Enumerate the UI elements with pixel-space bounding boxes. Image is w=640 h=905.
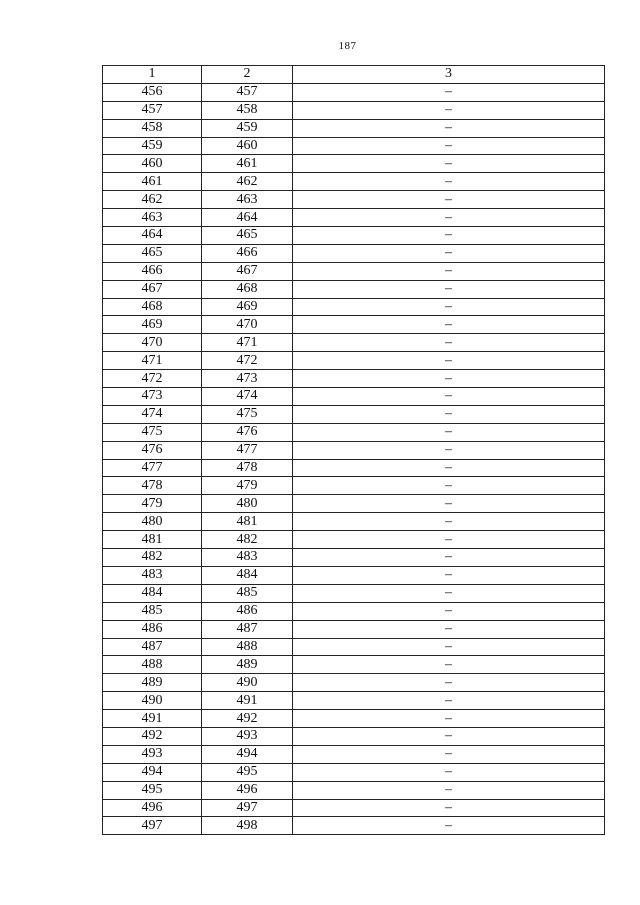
table-cell-col-3: – <box>293 638 605 656</box>
table-cell-col-2: 475 <box>202 405 293 423</box>
table-cell-col-3: – <box>293 262 605 280</box>
table-row <box>103 227 605 245</box>
table-cell-col-2: 483 <box>202 549 293 567</box>
table-cell-col-3: – <box>293 745 605 763</box>
table-body <box>103 83 605 834</box>
table-row <box>103 119 605 137</box>
table-cell-col-2: 470 <box>202 316 293 334</box>
table-cell-col-3: – <box>293 137 605 155</box>
table-cell-col-1: 457 <box>103 101 202 119</box>
table-row <box>103 513 605 531</box>
table-row <box>103 137 605 155</box>
table-cell-col-3: – <box>293 781 605 799</box>
table-cell-col-3: – <box>293 513 605 531</box>
table-row <box>103 244 605 262</box>
table-cell-col-2: 476 <box>202 423 293 441</box>
table-cell-col-2: 465 <box>202 227 293 245</box>
table-cell-col-3: – <box>293 423 605 441</box>
table-cell-col-3: – <box>293 441 605 459</box>
table-cell-col-2: 474 <box>202 388 293 406</box>
table-cell-col-3: – <box>293 459 605 477</box>
table-row <box>103 602 605 620</box>
table-cell-col-1: 482 <box>103 549 202 567</box>
table-cell-col-3: – <box>293 656 605 674</box>
table-header-row <box>103 66 605 84</box>
table-row <box>103 262 605 280</box>
table-cell-col-3: – <box>293 209 605 227</box>
table-cell-col-2: 491 <box>202 692 293 710</box>
table-row <box>103 477 605 495</box>
table-cell-col-1: 478 <box>103 477 202 495</box>
table-cell-col-3: – <box>293 280 605 298</box>
table-cell-col-3: – <box>293 674 605 692</box>
table-row <box>103 763 605 781</box>
table-cell-col-1: 471 <box>103 352 202 370</box>
table-cell-col-1: 485 <box>103 602 202 620</box>
table-row <box>103 334 605 352</box>
table-cell-col-2: 496 <box>202 781 293 799</box>
column-header-3: 3 <box>293 66 605 84</box>
table-cell-col-1: 460 <box>103 155 202 173</box>
table-cell-col-2: 457 <box>202 83 293 101</box>
table-row <box>103 280 605 298</box>
table-cell-col-2: 490 <box>202 674 293 692</box>
table-row <box>103 155 605 173</box>
table-cell-col-3: – <box>293 334 605 352</box>
table-cell-col-1: 484 <box>103 584 202 602</box>
table-cell-col-2: 462 <box>202 173 293 191</box>
table-row <box>103 710 605 728</box>
table-row <box>103 441 605 459</box>
table-cell-col-1: 467 <box>103 280 202 298</box>
table-cell-col-2: 481 <box>202 513 293 531</box>
table-cell-col-1: 476 <box>103 441 202 459</box>
table-cell-col-1: 456 <box>103 83 202 101</box>
table-cell-col-2: 479 <box>202 477 293 495</box>
table-cell-col-1: 483 <box>103 566 202 584</box>
table-cell-col-3: – <box>293 83 605 101</box>
table-cell-col-1: 464 <box>103 227 202 245</box>
table-cell-col-3: – <box>293 352 605 370</box>
table-cell-col-1: 470 <box>103 334 202 352</box>
table-row <box>103 692 605 710</box>
table-cell-col-1: 473 <box>103 388 202 406</box>
table-cell-col-2: 485 <box>202 584 293 602</box>
table-cell-col-2: 486 <box>202 602 293 620</box>
column-header-1: 1 <box>103 66 202 84</box>
table-cell-col-1: 466 <box>103 262 202 280</box>
table-cell-col-1: 469 <box>103 316 202 334</box>
table-cell-col-3: – <box>293 620 605 638</box>
table-row <box>103 549 605 567</box>
table-cell-col-3: – <box>293 227 605 245</box>
page-number: 187 <box>338 40 357 52</box>
table-cell-col-2: 495 <box>202 763 293 781</box>
table-cell-col-2: 489 <box>202 656 293 674</box>
column-header-2: 2 <box>202 66 293 84</box>
table-cell-col-2: 493 <box>202 727 293 745</box>
table-cell-col-1: 492 <box>103 727 202 745</box>
table-cell-col-2: 477 <box>202 441 293 459</box>
table-cell-col-2: 497 <box>202 799 293 817</box>
table-cell-col-2: 480 <box>202 495 293 513</box>
table-cell-col-2: 473 <box>202 370 293 388</box>
table-cell-col-1: 488 <box>103 656 202 674</box>
table-row <box>103 531 605 549</box>
table-cell-col-3: – <box>293 316 605 334</box>
table-row <box>103 566 605 584</box>
table-row <box>103 209 605 227</box>
table-cell-col-1: 481 <box>103 531 202 549</box>
table-cell-col-1: 463 <box>103 209 202 227</box>
table-row <box>103 620 605 638</box>
table-cell-col-3: – <box>293 370 605 388</box>
table-row <box>103 459 605 477</box>
table-row <box>103 638 605 656</box>
table-row <box>103 781 605 799</box>
table-cell-col-3: – <box>293 155 605 173</box>
table-cell-col-1: 475 <box>103 423 202 441</box>
table-row <box>103 817 605 835</box>
table-cell-col-3: – <box>293 602 605 620</box>
table-cell-col-3: – <box>293 101 605 119</box>
table-cell-col-2: 484 <box>202 566 293 584</box>
table-cell-col-1: 491 <box>103 710 202 728</box>
table-cell-col-3: – <box>293 817 605 835</box>
table-cell-col-2: 463 <box>202 191 293 209</box>
table-cell-col-3: – <box>293 405 605 423</box>
table-cell-col-1: 490 <box>103 692 202 710</box>
table-cell-col-2: 464 <box>202 209 293 227</box>
table-row <box>103 656 605 674</box>
table-row <box>103 101 605 119</box>
table-cell-col-1: 493 <box>103 745 202 763</box>
table-cell-col-2: 482 <box>202 531 293 549</box>
table-cell-col-1: 480 <box>103 513 202 531</box>
table-cell-col-1: 468 <box>103 298 202 316</box>
table-cell-col-1: 479 <box>103 495 202 513</box>
table-cell-col-3: – <box>293 727 605 745</box>
table-cell-col-2: 466 <box>202 244 293 262</box>
table-cell-col-3: – <box>293 710 605 728</box>
table-row <box>103 674 605 692</box>
table-cell-col-3: – <box>293 477 605 495</box>
table-cell-col-3: – <box>293 298 605 316</box>
table-row <box>103 405 605 423</box>
table-cell-col-1: 474 <box>103 405 202 423</box>
table-cell-col-2: 492 <box>202 710 293 728</box>
table-cell-col-1: 494 <box>103 763 202 781</box>
table-cell-col-3: – <box>293 388 605 406</box>
table-cell-col-1: 486 <box>103 620 202 638</box>
table-cell-col-3: – <box>293 566 605 584</box>
table-cell-col-3: – <box>293 549 605 567</box>
table-cell-col-2: 487 <box>202 620 293 638</box>
table-cell-col-2: 488 <box>202 638 293 656</box>
table-cell-col-1: 497 <box>103 817 202 835</box>
table-row <box>103 83 605 101</box>
table-cell-col-2: 468 <box>202 280 293 298</box>
table-cell-col-3: – <box>293 531 605 549</box>
table-row <box>103 423 605 441</box>
table-cell-col-2: 498 <box>202 817 293 835</box>
table-cell-col-3: – <box>293 119 605 137</box>
table-cell-col-3: – <box>293 244 605 262</box>
table-cell-col-3: – <box>293 191 605 209</box>
table-cell-col-2: 459 <box>202 119 293 137</box>
table-cell-col-3: – <box>293 584 605 602</box>
table-cell-col-1: 459 <box>103 137 202 155</box>
table-row <box>103 727 605 745</box>
table-cell-col-2: 469 <box>202 298 293 316</box>
table-row <box>103 388 605 406</box>
table-cell-col-1: 489 <box>103 674 202 692</box>
table-row <box>103 191 605 209</box>
table-cell-col-1: 496 <box>103 799 202 817</box>
table-cell-col-1: 465 <box>103 244 202 262</box>
table-cell-col-3: – <box>293 799 605 817</box>
table-cell-col-2: 472 <box>202 352 293 370</box>
data-table <box>102 65 605 835</box>
table-row <box>103 584 605 602</box>
table-row <box>103 370 605 388</box>
table-row <box>103 298 605 316</box>
table-cell-col-2: 460 <box>202 137 293 155</box>
table-cell-col-1: 462 <box>103 191 202 209</box>
table-cell-col-1: 458 <box>103 119 202 137</box>
table-row <box>103 745 605 763</box>
table-cell-col-3: – <box>293 173 605 191</box>
table-cell-col-1: 487 <box>103 638 202 656</box>
table-cell-col-1: 461 <box>103 173 202 191</box>
table-cell-col-1: 472 <box>103 370 202 388</box>
table-cell-col-2: 458 <box>202 101 293 119</box>
table-cell-col-2: 478 <box>202 459 293 477</box>
table-cell-col-3: – <box>293 763 605 781</box>
table-cell-col-2: 494 <box>202 745 293 763</box>
table-row <box>103 316 605 334</box>
table-cell-col-2: 461 <box>202 155 293 173</box>
table-cell-col-3: – <box>293 495 605 513</box>
table-row <box>103 173 605 191</box>
table-cell-col-1: 477 <box>103 459 202 477</box>
table-cell-col-1: 495 <box>103 781 202 799</box>
table-cell-col-2: 471 <box>202 334 293 352</box>
table-cell-col-2: 467 <box>202 262 293 280</box>
table-row <box>103 799 605 817</box>
table-cell-col-3: – <box>293 692 605 710</box>
table-row <box>103 495 605 513</box>
table-row <box>103 352 605 370</box>
